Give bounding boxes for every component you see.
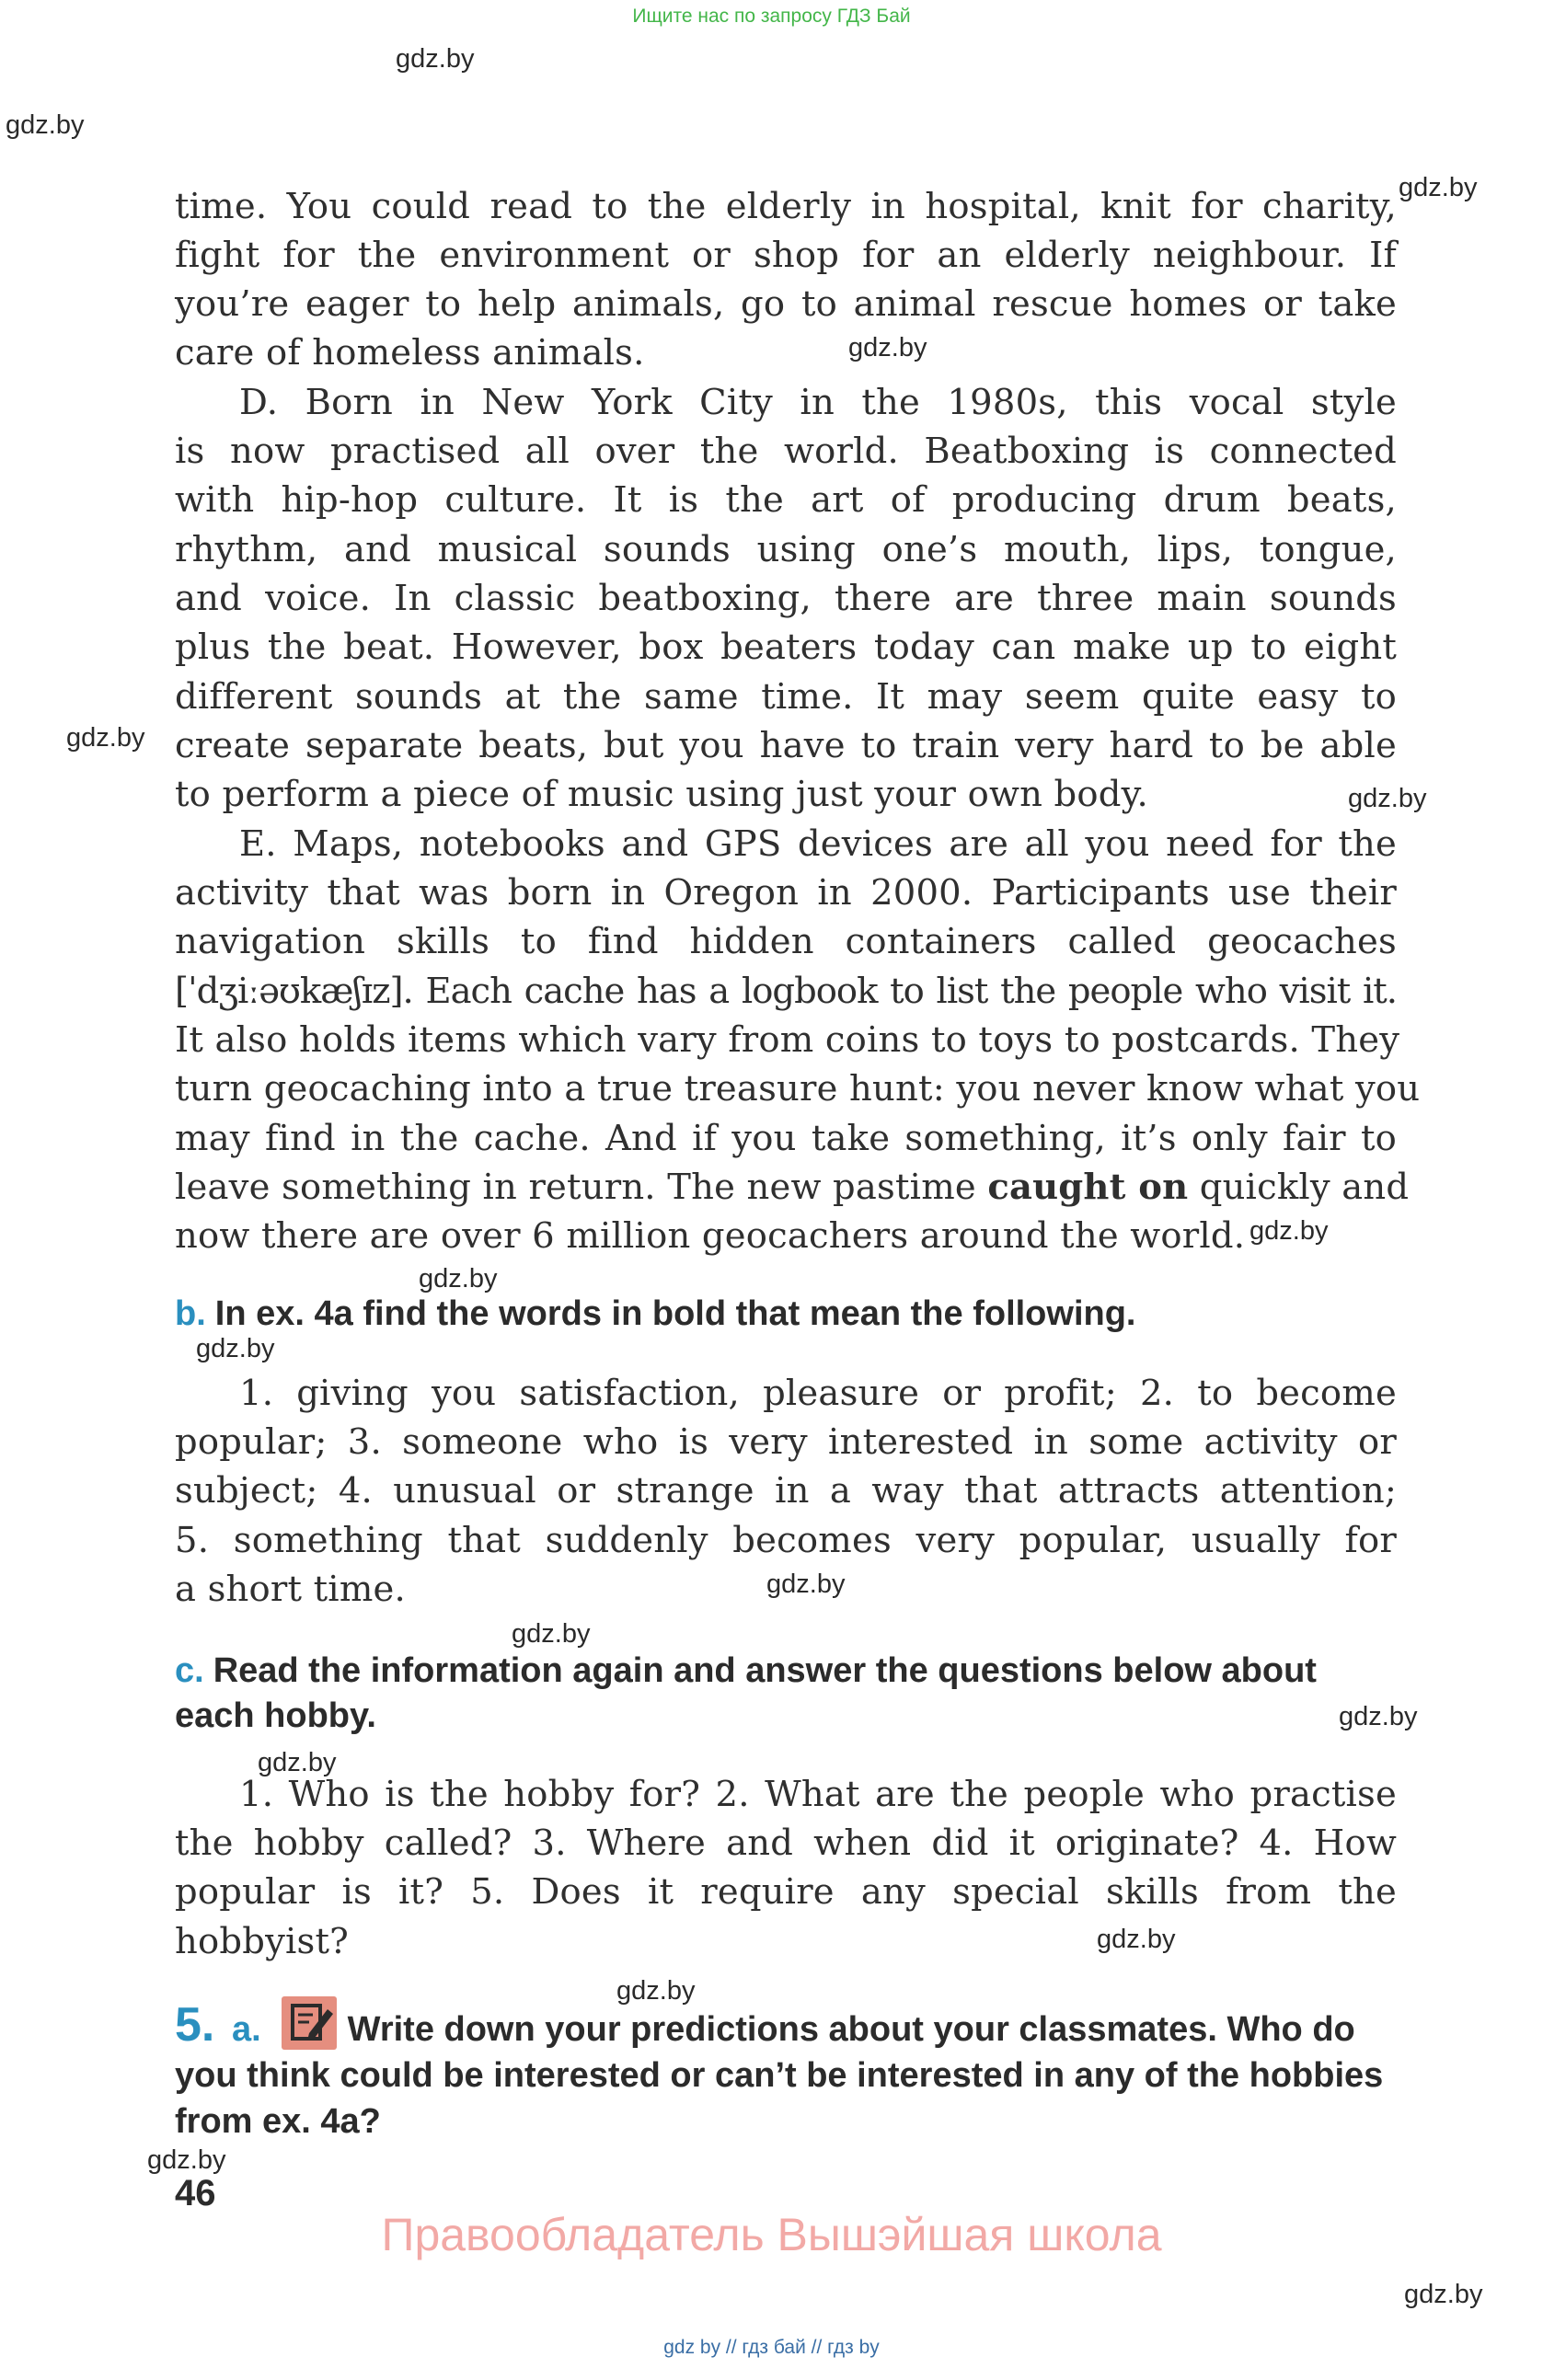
text-line: popular; 3. someone who is very interested in some activity or [175,1421,1397,1463]
text-line: subject; 4. unusual or strange in a way that attracts attention; [175,1470,1397,1512]
text-fragment: leave something in return. The new pastime [175,1167,988,1208]
text-line: turn geocaching into a true treasure hunt: you never know what you [175,1068,1421,1110]
text-line: time. You could read to the elderly in hospital, knit for charity, [175,186,1397,227]
bottom-banner: gdz by // гдз бай // гдз by [663,2337,880,2358]
text-line: 5. something that suddenly becomes very popular, usually for [175,1520,1397,1561]
watermark: gdz.by [512,1619,591,1649]
watermark: gdz.by [396,44,475,74]
text-line: the hobby called? 3. Where and when did it originate? 4. How [175,1822,1397,1864]
text-line: plus the beat. However, box beaters today can make up to eight [175,627,1397,668]
text-line: is now practised all over the world. Beatboxing is connected [175,431,1397,472]
text-line: 1. Who is the hobby for? 2. What are the people who practise [239,1774,1397,1815]
text-line: activity that was born in Oregon in 2000. Participants use their [175,872,1397,914]
text-line: to perform a piece of music using just your own body. [175,774,1148,815]
page-number: 46 [175,2173,216,2213]
text-line: and voice. In classic beatboxing, there are three main sounds [175,578,1397,619]
task-text: Write down your predictions about your classmates. Who do you think could be interested or can’t be interested in any of the hobbies from ex. 4a? [175,2010,1384,2141]
text-line: navigation skills to find hidden containers called geocaches [175,921,1397,962]
watermark: gdz.by [1404,2280,1483,2309]
text-line: fight for the environment or shop for an elderly neighbour. If [175,235,1397,276]
pencil-note-icon [282,1996,337,2050]
watermark: gdz.by [258,1748,337,1777]
text-line: popular is it? 5. Does it require any special skills from the [175,1871,1397,1913]
watermark: gdz.by [147,2145,226,2175]
text-line: care of homeless animals. [175,332,645,374]
text-line: with hip-hop culture. It is the art of producing drum beats, [175,479,1397,521]
text-line: E. Maps, notebooks and GPS devices are all you need for the [239,823,1397,865]
bold-term-caught-on: caught on [987,1167,1189,1208]
watermark: gdz.by [196,1334,275,1363]
top-banner: Ищите нас по запросу ГДЗ Бай [632,6,911,27]
text-line: create separate beats, but you have to train very hard to be able [175,725,1397,766]
text-line [175,1163,1410,1212]
text-line: D. Born in New York City in the 1980s, this vocal style [239,382,1397,423]
copyright-notice: Правообладатель Вышэйшая школа [381,2209,1162,2260]
text-line: hobbyist? [175,1921,349,1962]
task-letter: a. [231,2010,261,2049]
task-letter: b. [175,1294,206,1333]
text-line: now there are over 6 million geocachers around the world. [175,1215,1246,1257]
task-c-heading [175,1649,1399,1739]
exercise-number: 5. [175,1998,215,2052]
watermark: gdz.by [66,723,145,753]
task-5a-heading [175,1996,1399,2144]
watermark: gdz.by [1399,173,1478,202]
watermark: gdz.by [1348,784,1427,813]
watermark: gdz.by [1339,1702,1418,1731]
watermark: gdz.by [616,1976,696,2006]
watermark: gdz.by [1249,1216,1329,1246]
watermark: gdz.by [848,333,927,362]
text-line: you’re eager to help animals, go to animal rescue homes or take [175,283,1397,325]
watermark: gdz.by [1097,1925,1176,1954]
text-line: a short time. [175,1569,406,1610]
task-text: In ex. 4a find the words in bold that mean the following. [214,1294,1136,1333]
text-line: may find in the cache. And if you take something, it’s only fair to [175,1118,1397,1159]
watermark: gdz.by [766,1569,846,1599]
text-line: [ˈdʒiːəʊkæʃɪz]. Each cache has a logbook to list the people who visit it. [175,971,1397,1012]
watermark: gdz.by [419,1264,498,1293]
text-line: 1. giving you satisfaction, pleasure or profit; 2. to become [239,1373,1397,1414]
text-line: It also holds items which vary from coins to toys to postcards. They [175,1019,1400,1061]
task-text: Read the information again and answer the questions below about each hobby. [175,1651,1317,1735]
watermark: gdz.by [6,110,85,140]
task-letter: c. [175,1651,204,1690]
text-fragment: quickly and [1188,1167,1410,1208]
text-line: rhythm, and musical sounds using one’s mouth, lips, tongue, [175,529,1397,570]
task-b-heading [175,1292,1399,1337]
text-line: different sounds at the same time. It may seem quite easy to [175,676,1397,718]
